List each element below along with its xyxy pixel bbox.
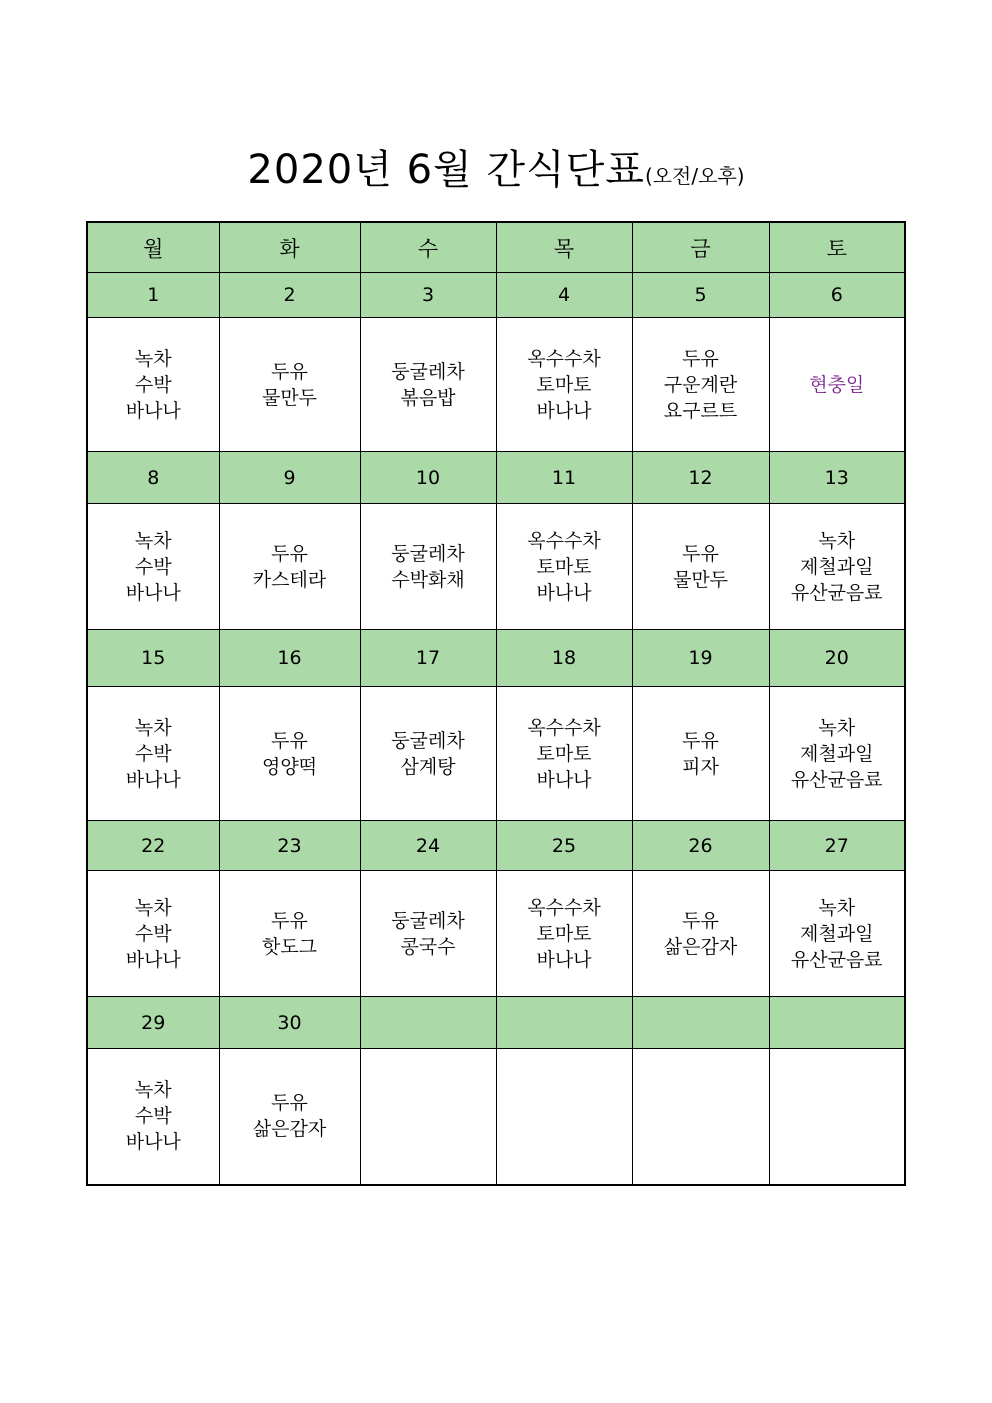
menu-item: 토마토 [536, 742, 592, 765]
menu-item: 두유 [682, 347, 719, 370]
menu-item: 삶은감자 [663, 935, 738, 958]
menu-row-week-2 [87, 504, 905, 630]
menu-cell [360, 687, 496, 821]
date-row-week-4 [87, 821, 905, 871]
menu-item: 제철과일 [800, 742, 874, 765]
date-cell: 30 [219, 997, 360, 1049]
menu-cell [769, 318, 905, 452]
date-cell: 17 [360, 630, 496, 687]
menu-item: 바나나 [125, 581, 181, 604]
date-cell: 23 [219, 821, 360, 871]
menu-item: 토마토 [536, 373, 592, 396]
menu-item: 옥수수차 [527, 896, 601, 919]
date-cell [632, 997, 769, 1049]
menu-cell [632, 871, 769, 997]
menu-cell [769, 687, 905, 821]
menu-cell-empty [769, 1049, 905, 1185]
date-cell: 27 [769, 821, 905, 871]
menu-item: 두유 [682, 542, 719, 565]
date-cell: 4 [496, 273, 632, 318]
menu-item: 수박 [134, 922, 172, 945]
date-cell [496, 997, 632, 1049]
title-main: 2020년 6월 간식단표 [247, 147, 645, 193]
menu-cell [219, 871, 360, 997]
menu-item: 두유 [682, 909, 719, 932]
menu-item: 유산균음료 [790, 948, 883, 971]
date-cell: 19 [632, 630, 769, 687]
menu-item: 둥굴레차 [391, 360, 465, 383]
menu-row-week-5 [87, 1049, 905, 1185]
menu-item: 바나나 [536, 581, 592, 604]
menu-item: 구운계란 [663, 373, 738, 396]
date-cell: 18 [496, 630, 632, 687]
menu-item: 옥수수차 [527, 716, 601, 739]
weekday-tue: 화 [219, 222, 360, 273]
menu-cell [87, 504, 219, 630]
date-cell: 15 [87, 630, 219, 687]
menu-item: 둥굴레차 [391, 542, 465, 565]
menu-item: 옥수수차 [527, 347, 601, 370]
menu-item: 녹차 [818, 529, 856, 552]
menu-item: 핫도그 [261, 935, 318, 958]
title-sub: (오전/오후) [644, 164, 745, 188]
menu-cell [496, 687, 632, 821]
menu-row-week-3 [87, 687, 905, 821]
menu-item: 둥굴레차 [391, 909, 465, 932]
date-cell: 29 [87, 997, 219, 1049]
date-row-week-1 [87, 273, 905, 318]
menu-row-week-1 [87, 318, 905, 452]
menu-item: 삼계탕 [400, 755, 456, 778]
menu-cell [219, 504, 360, 630]
menu-item: 녹차 [134, 1079, 172, 1102]
weekday-thu: 목 [496, 222, 632, 273]
date-cell: 11 [496, 452, 632, 504]
date-cell: 20 [769, 630, 905, 687]
date-cell: 12 [632, 452, 769, 504]
date-cell: 13 [769, 452, 905, 504]
date-row-week-3 [87, 630, 905, 687]
weekday-sat: 토 [769, 222, 905, 273]
menu-cell [219, 1049, 360, 1185]
snack-menu-table [86, 221, 906, 1186]
menu-item: 바나나 [536, 768, 592, 791]
date-cell: 1 [87, 273, 219, 318]
menu-item: 녹차 [134, 896, 172, 919]
menu-item: 두유 [271, 542, 308, 565]
menu-cell [360, 318, 496, 452]
menu-item: 수박 [134, 373, 172, 396]
menu-cell [219, 318, 360, 452]
menu-cell-empty [360, 1049, 496, 1185]
menu-item: 물만두 [261, 386, 318, 409]
menu-item: 토마토 [536, 922, 592, 945]
menu-cell [360, 504, 496, 630]
menu-cell [632, 318, 769, 452]
menu-item: 삶은감자 [252, 1118, 327, 1141]
menu-cell [496, 318, 632, 452]
date-cell [360, 997, 496, 1049]
date-cell: 2 [219, 273, 360, 318]
menu-item: 카스테라 [252, 568, 327, 591]
menu-item: 제철과일 [800, 555, 874, 578]
date-cell: 25 [496, 821, 632, 871]
menu-item: 수박 [134, 555, 172, 578]
menu-item: 피자 [682, 755, 719, 778]
menu-item: 녹차 [818, 716, 856, 739]
menu-item: 녹차 [134, 347, 172, 370]
menu-cell-empty [496, 1049, 632, 1185]
date-row-week-5 [87, 997, 905, 1049]
date-cell: 16 [219, 630, 360, 687]
menu-cell [632, 687, 769, 821]
holiday-label: 현충일 [809, 373, 865, 396]
menu-item: 바나나 [125, 948, 181, 971]
menu-item: 바나나 [125, 399, 181, 422]
menu-item: 두유 [271, 729, 308, 752]
menu-item: 두유 [271, 909, 308, 932]
menu-item: 바나나 [536, 399, 592, 422]
menu-item: 영양떡 [261, 755, 318, 778]
menu-item: 녹차 [134, 529, 172, 552]
date-cell: 3 [360, 273, 496, 318]
date-cell [769, 997, 905, 1049]
menu-item: 두유 [271, 1092, 308, 1115]
weekday-header-row [87, 222, 905, 273]
menu-item: 볶음밥 [400, 386, 456, 409]
menu-cell [769, 504, 905, 630]
menu-cell [87, 687, 219, 821]
menu-item: 물만두 [672, 568, 729, 591]
page-title [0, 138, 992, 195]
menu-cell [360, 871, 496, 997]
date-cell: 22 [87, 821, 219, 871]
menu-cell-empty [632, 1049, 769, 1185]
menu-item: 바나나 [536, 948, 592, 971]
date-cell: 26 [632, 821, 769, 871]
menu-item: 바나나 [125, 768, 181, 791]
date-cell: 10 [360, 452, 496, 504]
menu-cell [87, 1049, 219, 1185]
menu-item: 녹차 [818, 896, 856, 919]
menu-cell [496, 871, 632, 997]
menu-item: 바나나 [125, 1131, 181, 1154]
date-row-week-2 [87, 452, 905, 504]
date-cell: 9 [219, 452, 360, 504]
menu-item: 두유 [682, 729, 719, 752]
weekday-mon: 월 [87, 222, 219, 273]
menu-item: 수박 [134, 742, 172, 765]
date-cell: 6 [769, 273, 905, 318]
menu-item: 수박화채 [391, 568, 465, 591]
menu-item: 제철과일 [800, 922, 874, 945]
weekday-wed: 수 [360, 222, 496, 273]
menu-row-week-4 [87, 871, 905, 997]
menu-item: 콩국수 [400, 935, 456, 958]
menu-cell [87, 318, 219, 452]
menu-item: 토마토 [536, 555, 592, 578]
date-cell: 5 [632, 273, 769, 318]
menu-cell [769, 871, 905, 997]
menu-item: 유산균음료 [790, 581, 883, 604]
date-cell: 24 [360, 821, 496, 871]
menu-cell [496, 504, 632, 630]
weekday-fri: 금 [632, 222, 769, 273]
menu-cell [87, 871, 219, 997]
menu-item: 수박 [134, 1105, 172, 1128]
menu-item: 둥굴레차 [391, 729, 465, 752]
menu-item: 녹차 [134, 716, 172, 739]
menu-cell [632, 504, 769, 630]
menu-item: 유산균음료 [790, 768, 883, 791]
menu-item: 두유 [271, 360, 308, 383]
menu-item: 옥수수차 [527, 529, 601, 552]
menu-item: 요구르트 [663, 399, 738, 422]
menu-cell [219, 687, 360, 821]
date-cell: 8 [87, 452, 219, 504]
